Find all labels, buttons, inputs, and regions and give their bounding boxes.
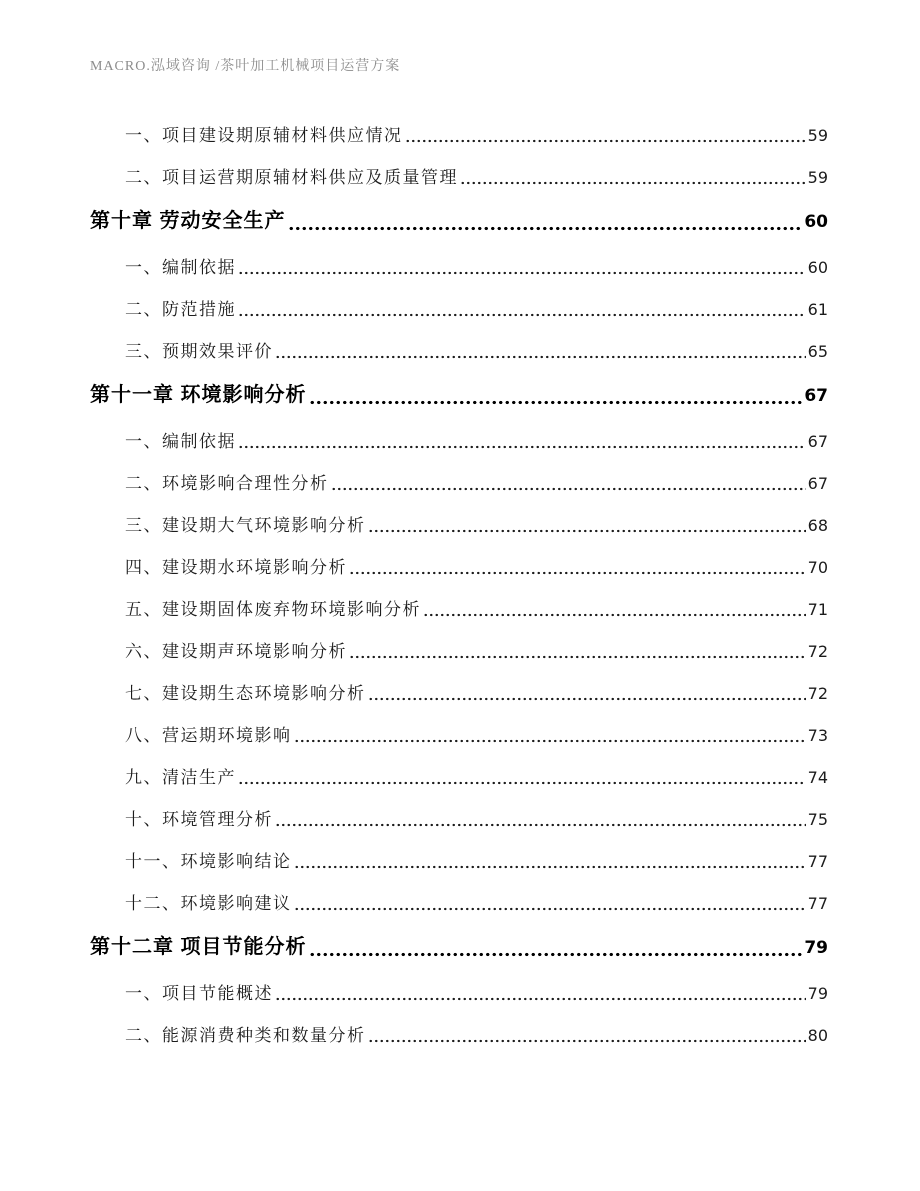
toc-entry-page: 68 — [807, 516, 828, 535]
dot-leader — [368, 1025, 806, 1046]
toc-entry-page: 79 — [804, 938, 828, 958]
toc-entry-label: 十、环境管理分析 — [125, 810, 273, 829]
toc-entry[interactable] — [125, 257, 828, 278]
toc-entry[interactable] — [125, 809, 828, 830]
dot-leader — [288, 209, 803, 234]
toc-entry[interactable] — [125, 341, 828, 362]
toc-entry-page: 73 — [807, 726, 828, 745]
toc-entry[interactable] — [125, 557, 828, 578]
toc-entry-label: 一、编制依据 — [125, 432, 236, 451]
toc-entry[interactable] — [125, 599, 828, 620]
toc-entry-label: 一、编制依据 — [125, 258, 236, 277]
toc-entry-page: 77 — [807, 852, 828, 871]
toc-entry[interactable] — [125, 851, 828, 872]
toc-entry-label: 十一、环境影响结论 — [125, 852, 292, 871]
toc-entry-page: 67 — [807, 474, 828, 493]
dot-leader — [309, 935, 803, 960]
toc-entry-label: 三、预期效果评价 — [125, 342, 273, 361]
toc-entry[interactable] — [125, 983, 828, 1004]
dot-leader — [238, 431, 806, 452]
toc-entry-page: 65 — [807, 342, 828, 361]
toc-entry-page: 77 — [807, 894, 828, 913]
toc-entry-page: 60 — [807, 258, 828, 277]
toc-entry-label: 一、项目节能概述 — [125, 984, 273, 1003]
dot-leader — [294, 725, 806, 746]
toc-entry-label: 八、营运期环境影响 — [125, 726, 292, 745]
dot-leader — [275, 341, 806, 362]
toc-entry-label: 二、环境影响合理性分析 — [125, 474, 329, 493]
toc-entry-page: 67 — [807, 432, 828, 451]
dot-leader — [368, 515, 806, 536]
toc-entry[interactable] — [90, 209, 828, 234]
dot-leader — [460, 167, 806, 188]
dot-leader — [331, 473, 806, 494]
toc-entry[interactable] — [125, 125, 828, 146]
toc-entry[interactable] — [90, 383, 828, 408]
dot-leader — [238, 299, 806, 320]
toc-entry-page: 61 — [807, 300, 828, 319]
toc-entry[interactable] — [125, 893, 828, 914]
dot-leader — [238, 767, 806, 788]
toc-entry-label: 六、建设期声环境影响分析 — [125, 642, 347, 661]
dot-leader — [294, 851, 806, 872]
toc-entry-label: 四、建设期水环境影响分析 — [125, 558, 347, 577]
toc-entry-page: 72 — [807, 684, 828, 703]
toc-entry-page: 72 — [807, 642, 828, 661]
table-of-contents — [90, 125, 828, 1046]
toc-entry[interactable] — [90, 935, 828, 960]
dot-leader — [309, 383, 803, 408]
toc-entry-label: 第十二章 项目节能分析 — [90, 936, 307, 958]
dot-leader — [349, 641, 806, 662]
toc-entry[interactable] — [125, 515, 828, 536]
toc-entry[interactable] — [125, 167, 828, 188]
toc-entry-label: 二、防范措施 — [125, 300, 236, 319]
toc-entry-label: 五、建设期固体废弃物环境影响分析 — [125, 600, 421, 619]
toc-entry-page: 70 — [807, 558, 828, 577]
toc-entry-page: 60 — [804, 212, 828, 232]
toc-entry-label: 一、项目建设期原辅材料供应情况 — [125, 126, 403, 145]
toc-entry[interactable] — [125, 431, 828, 452]
toc-entry[interactable] — [125, 767, 828, 788]
toc-entry[interactable] — [125, 683, 828, 704]
toc-entry-page: 75 — [807, 810, 828, 829]
toc-entry[interactable] — [125, 641, 828, 662]
document-header: MACRO.泓域咨询 /茶叶加工机械项目运营方案 — [90, 59, 401, 74]
toc-entry[interactable] — [125, 1025, 828, 1046]
dot-leader — [238, 257, 806, 278]
toc-entry[interactable] — [125, 473, 828, 494]
toc-entry-page: 59 — [807, 126, 828, 145]
toc-entry-label: 七、建设期生态环境影响分析 — [125, 684, 366, 703]
toc-entry-label: 第十一章 环境影响分析 — [90, 384, 307, 406]
toc-entry-page: 71 — [807, 600, 828, 619]
dot-leader — [349, 557, 806, 578]
toc-entry-label: 二、能源消费种类和数量分析 — [125, 1026, 366, 1045]
toc-entry[interactable] — [125, 725, 828, 746]
toc-entry-label: 十二、环境影响建议 — [125, 894, 292, 913]
toc-entry-label: 三、建设期大气环境影响分析 — [125, 516, 366, 535]
toc-entry-page: 59 — [807, 168, 828, 187]
toc-entry-page: 74 — [807, 768, 828, 787]
toc-entry-label: 第十章 劳动安全生产 — [90, 210, 286, 232]
dot-leader — [405, 125, 806, 146]
dot-leader — [275, 983, 806, 1004]
toc-entry-page: 79 — [807, 984, 828, 1003]
dot-leader — [275, 809, 806, 830]
dot-leader — [423, 599, 806, 620]
dot-leader — [368, 683, 806, 704]
toc-entry-label: 二、项目运营期原辅材料供应及质量管理 — [125, 168, 458, 187]
dot-leader — [294, 893, 806, 914]
toc-entry-page: 67 — [804, 386, 828, 406]
toc-entry[interactable] — [125, 299, 828, 320]
toc-entry-page: 80 — [807, 1026, 828, 1045]
toc-entry-label: 九、清洁生产 — [125, 768, 236, 787]
